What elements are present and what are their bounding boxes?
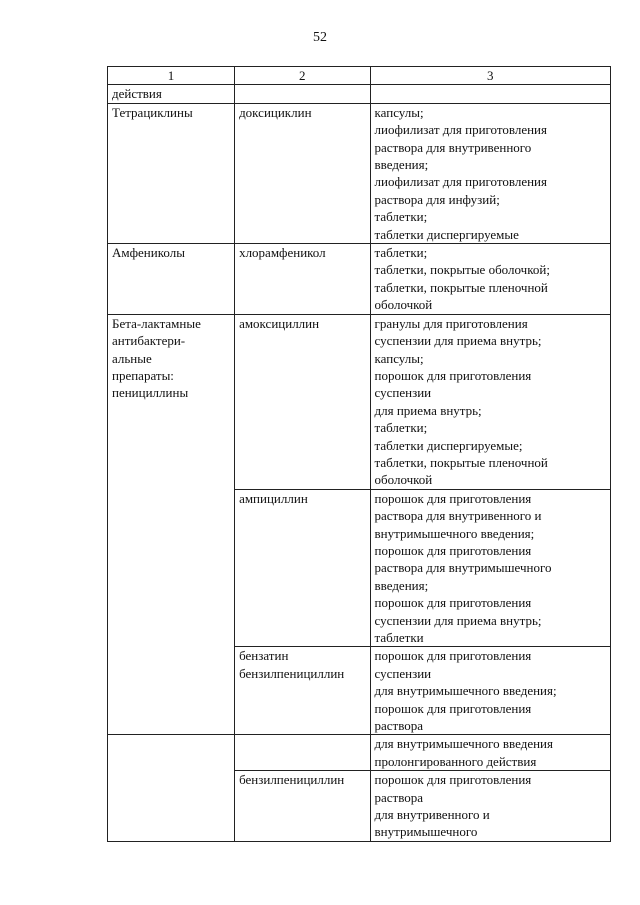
column-header-3: 3: [370, 67, 610, 85]
table-row: [108, 85, 611, 103]
table-row: [108, 314, 611, 489]
group-cell: [108, 314, 235, 735]
drug-cell: [235, 244, 370, 315]
cell-line: капсулы;: [374, 104, 424, 120]
forms-cell: [370, 244, 610, 315]
drug-cell: [235, 735, 370, 771]
cell-line: порошок для приготовления: [374, 700, 532, 716]
cell-line: суспензии: [374, 665, 432, 681]
cell-line: доксициклин: [239, 104, 312, 120]
cell-line: Амфениколы: [112, 245, 185, 261]
cell-line: суспензии для приема внутрь;: [374, 333, 542, 349]
forms-cell: [370, 771, 610, 842]
cell-line: таблетки диспергируемые;: [374, 437, 523, 453]
forms-cell: [370, 103, 610, 243]
cell-line: порошок для приготовления: [374, 367, 532, 383]
cell-line: таблетки диспергируемые: [374, 226, 519, 242]
group-cell: [108, 244, 235, 315]
cell-line: гранулы для приготовления: [374, 315, 528, 331]
group-cell: [108, 735, 235, 841]
cell-line: порошок для приготовления: [374, 542, 532, 558]
cell-line: оболочкой: [374, 472, 433, 488]
cell-line: хлорамфеникол: [239, 245, 326, 261]
forms-cell: [370, 85, 610, 103]
drug-cell: [235, 314, 370, 489]
cell-line: лиофилизат для приготовления: [374, 174, 547, 190]
cell-line: для внутривенного и: [374, 807, 490, 823]
cell-line: суспензии для приема внутрь;: [374, 612, 542, 628]
cell-line: пролонгированного действия: [374, 753, 537, 769]
cell-line: раствора: [374, 718, 424, 734]
cell-line: препараты:: [112, 367, 174, 383]
cell-line: суспензии: [374, 385, 432, 401]
cell-line: действия: [112, 86, 162, 102]
cell-line: Бета-лактамные: [112, 315, 201, 331]
cell-line: порошок для приготовления: [374, 490, 532, 506]
group-cell: [108, 85, 235, 103]
cell-line: для внутримышечного введения;: [374, 683, 557, 699]
cell-line: раствора для внутривенного: [374, 139, 532, 155]
cell-line: таблетки;: [374, 420, 428, 436]
cell-line: бензатин: [239, 648, 289, 664]
table-row: [108, 735, 611, 771]
cell-line: бензилпенициллин: [239, 665, 345, 681]
cell-line: лиофилизат для приготовления: [374, 122, 547, 138]
cell-line: порошок для приготовления: [374, 648, 532, 664]
cell-line: порошок для приготовления: [374, 595, 532, 611]
column-header-1: 1: [108, 67, 235, 85]
table-row: [108, 244, 611, 315]
cell-line: Тетрациклины: [112, 104, 193, 120]
table-row: [108, 103, 611, 243]
page-number: 52: [313, 30, 327, 45]
cell-line: введения;: [374, 157, 429, 173]
drug-cell: [235, 85, 370, 103]
cell-line: таблетки, покрытые оболочкой;: [374, 262, 550, 278]
cell-line: таблетки, покрытые пленочной: [374, 279, 548, 295]
cell-line: для приема внутрь;: [374, 402, 482, 418]
cell-line: введения;: [374, 577, 429, 593]
drug-cell: [235, 647, 370, 735]
cell-line: внутримышечного введения;: [374, 525, 535, 541]
cell-line: таблетки, покрытые пленочной: [374, 454, 548, 470]
cell-line: альные: [112, 350, 152, 366]
cell-line: таблетки;: [374, 209, 428, 225]
cell-line: капсулы;: [374, 350, 424, 366]
forms-cell: [370, 489, 610, 647]
forms-cell: [370, 647, 610, 735]
cell-line: порошок для приготовления: [374, 772, 532, 788]
drug-cell: [235, 771, 370, 842]
cell-line: бензилпенициллин: [239, 772, 345, 788]
cell-line: раствора для внутривенного и: [374, 508, 542, 524]
forms-cell: [370, 735, 610, 771]
cell-line: таблетки;: [374, 245, 428, 261]
cell-line: таблетки: [374, 630, 424, 645]
drug-table: [107, 66, 611, 842]
drug-cell: [235, 489, 370, 647]
cell-line: внутримышечного: [374, 824, 478, 840]
cell-line: пенициллины: [112, 385, 189, 401]
cell-line: раствора: [374, 789, 424, 805]
cell-line: раствора для инфузий;: [374, 191, 500, 207]
cell-line: раствора для внутримышечного: [374, 560, 552, 576]
cell-line: амоксициллин: [239, 315, 320, 331]
table-header-row: [108, 67, 611, 85]
drug-cell: [235, 103, 370, 243]
forms-cell: [370, 314, 610, 489]
column-header-2: 2: [235, 67, 370, 85]
cell-line: антибактери-: [112, 333, 186, 349]
group-cell: [108, 103, 235, 243]
cell-line: ампициллин: [239, 490, 308, 506]
cell-line: оболочкой: [374, 297, 433, 313]
cell-line: для внутримышечного введения: [374, 736, 553, 752]
